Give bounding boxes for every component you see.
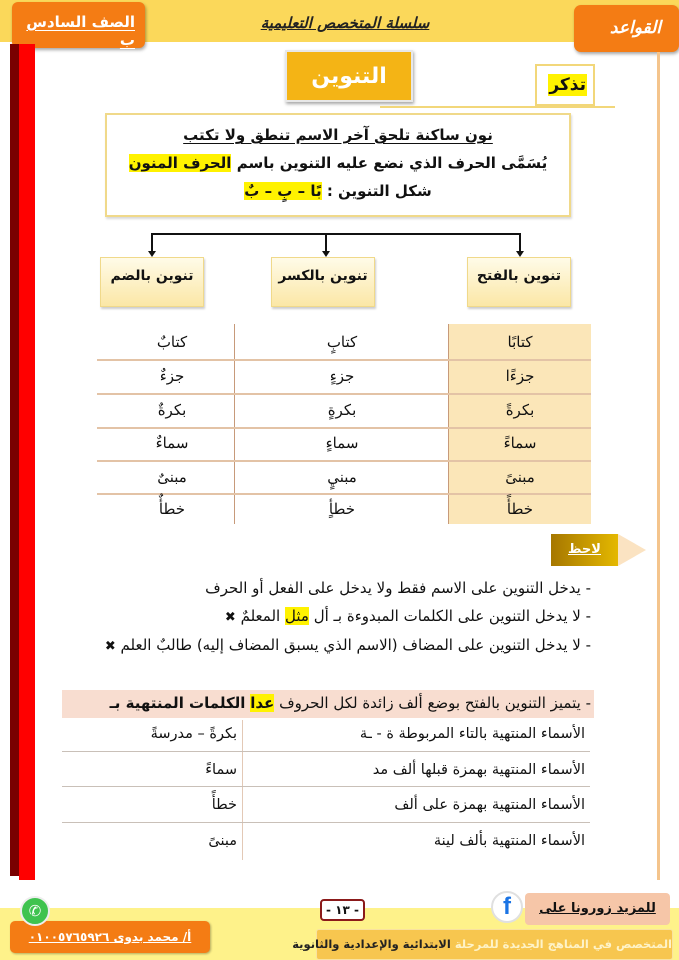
- note-item-3: [105, 634, 591, 658]
- definition-line-2-text: يُسَمَّى الحرف الذي نضع عليه التنوين باسم: [236, 154, 548, 172]
- grade-tab: [12, 2, 145, 48]
- table-cell-kasr: مبنيٍ: [327, 468, 357, 486]
- definition-box: [105, 113, 571, 217]
- table-cell-kasr: سماءٍ: [325, 434, 359, 452]
- lesson-title-box: [285, 50, 413, 102]
- whatsapp-icon[interactable]: ✆: [20, 896, 50, 926]
- row-divider: [62, 822, 590, 823]
- table-cell-damm: كتابٌ: [156, 333, 188, 351]
- table-cell-kasr: خطأٍ: [328, 500, 356, 518]
- exception-rule: الأسماء المنتهية بهمزة على ألف: [394, 797, 585, 813]
- definition-line-3: [107, 177, 569, 205]
- table-cell-kasr: كتابٍ: [326, 333, 358, 351]
- table-cell-fath: مبنىً: [505, 468, 535, 486]
- note-item-2: [225, 605, 591, 629]
- category-kasr: تنوين بالكسر: [271, 257, 375, 307]
- note-tag-tail: [618, 534, 646, 566]
- table-cell-damm: خطأٌ: [158, 500, 186, 518]
- highlighted-term: الحرف المنون: [128, 154, 232, 172]
- table-cell-damm: بكرةٌ: [157, 401, 187, 419]
- divider: [380, 106, 615, 108]
- visit-us-box[interactable]: [525, 893, 670, 925]
- table-cell-damm: مبنىٌ: [157, 468, 187, 486]
- note-item-2-text: - لا يدخل التنوين على الكلمات المبدوءة بـ أل: [313, 607, 591, 625]
- definition-line-3-text: شكل التنوين :: [326, 182, 432, 200]
- table-cell-fath: بكرةً: [505, 401, 535, 419]
- table-cell-fath: سماءً: [503, 434, 537, 452]
- facebook-icon[interactable]: f: [491, 891, 523, 923]
- tree-branch: [519, 233, 521, 253]
- lesson-title: التنوين: [311, 64, 387, 89]
- exception-example: سماءً: [205, 762, 237, 778]
- column-divider: [242, 720, 243, 860]
- footer-banner: [292, 929, 673, 960]
- tanween-forms: بًا – بٍ – بٌ: [244, 182, 322, 200]
- table-cell-fath: خطأً: [506, 500, 534, 518]
- table-cell-fath: كتابًا: [507, 333, 533, 351]
- tree-branch: [325, 233, 327, 253]
- definition-line-1: نون ساكنة تلحق آخر الاسم تنطق ولا تكتب: [183, 126, 493, 144]
- fath-rule-text: - يتميز التنوين بالفتح بوضع ألف زائدة لكل الحروف: [279, 694, 591, 712]
- note-item-3-text: - لا يدخل التنوين على المضاف (الاسم الذي يسبق المضاف إليه) طالبٌ العلم: [120, 636, 591, 654]
- category-damm: تنوين بالضم: [100, 257, 204, 307]
- table-cell-damm: جزءٌ: [159, 367, 185, 385]
- exception-example: خطأً: [211, 797, 237, 813]
- author-badge: [10, 921, 210, 953]
- side-bar-red: [19, 44, 35, 880]
- exception-example: مبنىً: [208, 833, 237, 849]
- remember-label: تذكر: [549, 75, 586, 95]
- right-border-line: [657, 52, 660, 880]
- note-item-1: - يدخل التنوين على الاسم فقط ولا يدخل على الفعل أو الحرف: [205, 579, 591, 597]
- side-bar-dark: [10, 44, 19, 876]
- page-number: - ١٣ -: [320, 899, 365, 921]
- series-title: سلسلة المتخصص التعليمية: [260, 14, 430, 32]
- author-contact: أ/ محمد بدوى ٠١٠٠٥٧٦٥٩٢٦: [28, 930, 192, 944]
- banner-stages: الابتدائية والإعدادية والثانوية: [292, 937, 451, 951]
- table-cell-damm: سماءٌ: [155, 434, 189, 452]
- exception-example: بكرةً – مدرسةً: [150, 726, 237, 742]
- fath-rule-highlight: عدا: [250, 694, 275, 712]
- tree-connector: [151, 233, 520, 235]
- note-example: المعلمٌ: [240, 607, 281, 625]
- note-label: لاحظ: [568, 542, 601, 557]
- banner-text: المتخصص في المناهج الجديدة للمرحلة: [454, 937, 672, 951]
- exception-rule: الأسماء المنتهية بالتاء المربوطة ة - ـة: [359, 726, 585, 742]
- note-tag: [551, 534, 618, 566]
- examples-table: [97, 324, 591, 524]
- subject-tab: [574, 5, 679, 52]
- category-fath: تنوين بالفتح: [467, 257, 571, 307]
- definition-line-2: [107, 149, 569, 177]
- cross-icon: ✖: [104, 639, 116, 654]
- table-cell-kasr: جزءٍ: [329, 367, 355, 385]
- fath-rule: [110, 692, 591, 714]
- exception-rule: الأسماء المنتهية بهمزة قبلها ألف مد: [372, 762, 585, 778]
- cross-icon: ✖: [224, 610, 236, 625]
- remember-box: [535, 64, 595, 106]
- fath-rule-text-end: الكلمات المنتهية بـ: [109, 694, 246, 712]
- grade-label: الصف السادس ب: [26, 13, 135, 49]
- row-divider: [62, 751, 590, 752]
- tree-branch: [151, 233, 153, 253]
- table-cell-kasr: بكرةٍ: [327, 401, 357, 419]
- row-divider: [62, 786, 590, 787]
- note-highlight: مثل: [285, 607, 309, 625]
- subject-label: القواعد: [609, 18, 661, 38]
- table-cell-fath: جزءًا: [505, 367, 535, 385]
- visit-label: للمزيد زورونا على: [539, 901, 656, 916]
- exception-rule: الأسماء المنتهية بألف لينة: [433, 833, 585, 849]
